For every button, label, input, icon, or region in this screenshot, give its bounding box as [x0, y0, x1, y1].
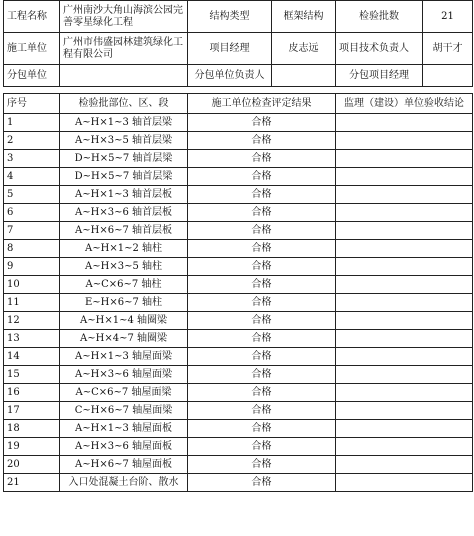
table-row [4, 276, 473, 294]
row-result: 合格 [188, 312, 336, 330]
row-result: 合格 [188, 366, 336, 384]
table-row [4, 420, 473, 438]
row-number: 6 [4, 204, 60, 222]
row-result: 合格 [188, 186, 336, 204]
table-row [4, 186, 473, 204]
row-conclusion [336, 276, 473, 294]
row-part: A~H×1~4 轴圈梁 [60, 312, 188, 330]
row-conclusion [336, 294, 473, 312]
row-number: 1 [4, 114, 60, 132]
row-number: 4 [4, 168, 60, 186]
row-number: 9 [4, 258, 60, 276]
table-row [4, 312, 473, 330]
construction-unit-label: 施工单位 [4, 33, 60, 65]
row-conclusion [336, 456, 473, 474]
row-part: A~H×1~3 轴首层板 [60, 186, 188, 204]
project-manager-value: 皮志远 [272, 33, 336, 65]
table-row [4, 348, 473, 366]
row-result: 合格 [188, 438, 336, 456]
row-part: A~C×6~7 轴柱 [60, 276, 188, 294]
row-conclusion [336, 474, 473, 492]
subcontractor-pm-label: 分包项目经理 [336, 65, 423, 87]
table-row [4, 258, 473, 276]
row-part: A~C×6~7 轴屋面梁 [60, 384, 188, 402]
row-part: A~H×6~7 轴屋面板 [60, 456, 188, 474]
table-row [4, 456, 473, 474]
table-row [4, 366, 473, 384]
row-conclusion [336, 366, 473, 384]
row-part: A~H×3~6 轴首层板 [60, 204, 188, 222]
subcontractor-value [60, 65, 188, 87]
row-part: A~H×4~7 轴圈梁 [60, 330, 188, 348]
row-part: A~H×1~3 轴屋面梁 [60, 348, 188, 366]
table-row [4, 438, 473, 456]
row-number: 16 [4, 384, 60, 402]
row-number: 21 [4, 474, 60, 492]
row-conclusion [336, 312, 473, 330]
table-row [4, 240, 473, 258]
row-result: 合格 [188, 168, 336, 186]
table-row [4, 474, 473, 492]
tech-lead-value: 胡干才 [423, 33, 473, 65]
row-number: 3 [4, 150, 60, 168]
row-conclusion [336, 222, 473, 240]
row-result: 合格 [188, 384, 336, 402]
table-row [4, 294, 473, 312]
row-part: A~H×3~6 轴屋面梁 [60, 366, 188, 384]
row-part: E~H×6~7 轴柱 [60, 294, 188, 312]
row-conclusion [336, 150, 473, 168]
inspection-batch-table [3, 93, 473, 492]
subcontractor-head-value [272, 65, 336, 87]
row-number: 2 [4, 132, 60, 150]
row-result: 合格 [188, 222, 336, 240]
row-conclusion [336, 384, 473, 402]
row-part: C~H×6~7 轴屋面梁 [60, 402, 188, 420]
row-conclusion [336, 438, 473, 456]
structure-type-value: 框架结构 [272, 1, 336, 33]
row-part: A~H×1~3 轴屋面板 [60, 420, 188, 438]
row-result: 合格 [188, 240, 336, 258]
row-result: 合格 [188, 474, 336, 492]
row-result: 合格 [188, 402, 336, 420]
row-part: A~H×3~6 轴屋面板 [60, 438, 188, 456]
row-conclusion [336, 186, 473, 204]
table-row [4, 114, 473, 132]
row-part: A~H×3~5 轴柱 [60, 258, 188, 276]
row-result: 合格 [188, 132, 336, 150]
inspection-count-value: 21 [423, 1, 473, 33]
row-result: 合格 [188, 276, 336, 294]
row-number: 19 [4, 438, 60, 456]
column-header-result: 施工单位检查评定结果 [188, 94, 336, 114]
row-part: 入口处混凝土台阶、散水 [60, 474, 188, 492]
row-part: A~H×6~7 轴首层板 [60, 222, 188, 240]
table-row [4, 222, 473, 240]
row-number: 18 [4, 420, 60, 438]
row-result: 合格 [188, 348, 336, 366]
row-number: 11 [4, 294, 60, 312]
table-row [4, 384, 473, 402]
row-conclusion [336, 330, 473, 348]
row-part: A~H×1~3 轴首层梁 [60, 114, 188, 132]
row-conclusion [336, 348, 473, 366]
subcontractor-label: 分包单位 [4, 65, 60, 87]
row-conclusion [336, 240, 473, 258]
column-header-seq: 序号 [4, 94, 60, 114]
row-conclusion [336, 168, 473, 186]
table-row [4, 330, 473, 348]
row-result: 合格 [188, 150, 336, 168]
column-header-conclusion: 监理（建设）单位验收结论 [336, 94, 473, 114]
row-number: 13 [4, 330, 60, 348]
project-manager-label: 项目经理 [188, 33, 272, 65]
project-name-value: 广州南沙大角山海滨公园完善零星绿化工程 [60, 1, 188, 33]
table-row [4, 204, 473, 222]
row-number: 20 [4, 456, 60, 474]
inspection-count-label: 检验批数 [336, 1, 423, 33]
row-result: 合格 [188, 204, 336, 222]
structure-type-label: 结构类型 [188, 1, 272, 33]
row-part: D~H×5~7 轴首层梁 [60, 168, 188, 186]
table-row [4, 150, 473, 168]
row-part: A~H×1~2 轴柱 [60, 240, 188, 258]
construction-unit-value: 广州市伟盛园林建筑绿化工程有限公司 [60, 33, 188, 65]
row-number: 10 [4, 276, 60, 294]
row-conclusion [336, 402, 473, 420]
project-name-label: 工程名称 [4, 1, 60, 33]
column-header-batch: 检验批部位、区、段 [60, 94, 188, 114]
row-number: 14 [4, 348, 60, 366]
row-result: 合格 [188, 420, 336, 438]
subcontractor-pm-value [423, 65, 473, 87]
row-part: A~H×3~5 轴首层梁 [60, 132, 188, 150]
table-row [4, 132, 473, 150]
row-number: 8 [4, 240, 60, 258]
row-conclusion [336, 114, 473, 132]
project-info-table [3, 0, 473, 87]
row-result: 合格 [188, 294, 336, 312]
row-result: 合格 [188, 114, 336, 132]
row-part: D~H×5~7 轴首层梁 [60, 150, 188, 168]
table-row [4, 168, 473, 186]
row-result: 合格 [188, 456, 336, 474]
row-number: 12 [4, 312, 60, 330]
row-number: 15 [4, 366, 60, 384]
row-result: 合格 [188, 330, 336, 348]
row-conclusion [336, 132, 473, 150]
row-number: 5 [4, 186, 60, 204]
row-result: 合格 [188, 258, 336, 276]
table-row [4, 402, 473, 420]
tech-lead-label: 项目技术负责人 [336, 33, 423, 65]
row-number: 17 [4, 402, 60, 420]
subcontractor-head-label: 分包单位负责人 [188, 65, 272, 87]
row-conclusion [336, 420, 473, 438]
row-conclusion [336, 204, 473, 222]
row-conclusion [336, 258, 473, 276]
row-number: 7 [4, 222, 60, 240]
